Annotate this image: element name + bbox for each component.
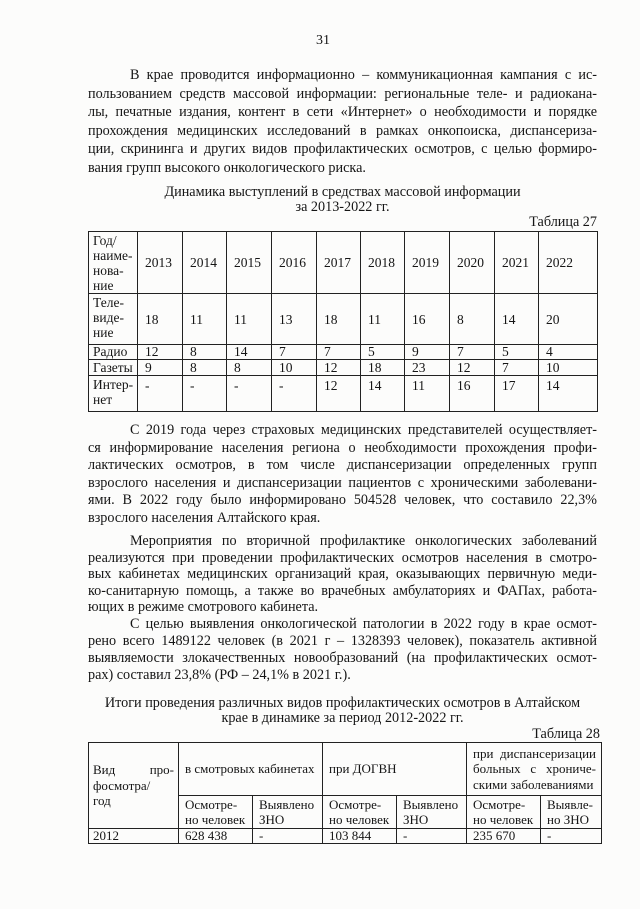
subheader-line: ЗНО (259, 812, 285, 827)
corner-header (89, 232, 138, 294)
table-cell: 11 (405, 376, 450, 412)
row-label (89, 360, 138, 376)
subheader-line: Осмотре- (329, 796, 382, 812)
table-cell: 235 670 (467, 829, 541, 844)
row-label (89, 345, 138, 360)
group-header-line: при диспансеризации (473, 745, 597, 761)
paragraph-insurance-informing (88, 422, 597, 527)
paragraph-line: вых кабинетах медицинских организаций края, оказывающих первичную меди- (88, 566, 597, 582)
table-cell: 18 (138, 294, 183, 345)
table-cell: 12 (450, 360, 495, 376)
row-label (89, 376, 138, 412)
year-header: 2022 (539, 232, 598, 294)
table-cell: 12 (317, 376, 361, 412)
subheader-line: но человек (329, 812, 390, 827)
table-27-title (88, 185, 597, 215)
table-cell: - (541, 829, 602, 844)
subheader-line: но человек (185, 812, 246, 827)
paragraph-line: ко-санитарную помощь, а также во врачебных амбулаториях и ФАПах, работа- (88, 582, 597, 599)
paragraph-line: взрослого населения Алтайского края. (88, 509, 321, 526)
table-title-line: крае в динамике за период 2012-2022 гг. (221, 709, 464, 726)
paragraph-line: С 2019 года через страховых медицинских представителей осуществляет- (130, 422, 597, 438)
paragraph-line: Мероприятия по вторичной профилактике онкологических заболеваний (130, 533, 597, 549)
table-cell: 14 (361, 376, 405, 412)
table-cell: 16 (450, 376, 495, 412)
table-cell: 7 (317, 345, 361, 360)
table-cell: - (138, 376, 183, 412)
table-cell: 18 (317, 294, 361, 345)
paragraph-screening-results (88, 616, 597, 684)
row-label-line: Теле- (93, 295, 124, 310)
table-27-caption: Таблица 27 (529, 214, 597, 230)
table-28-caption: Таблица 28 (532, 726, 600, 742)
subheader-line: но человек (473, 812, 534, 827)
paragraph-line: С целью выявления онкологической патологии в 2022 году в крае осмот- (130, 616, 597, 632)
paragraph-line: ции, скрининга и других видов профилактических осмотров, с целью формиро- (88, 141, 597, 157)
row-label-line: ние (93, 325, 114, 340)
paragraph-line: вания групп высокого онкологического риска. (88, 159, 366, 176)
group-header-line: в смотровых кабинетах (185, 761, 315, 777)
paragraph-line: взрослого населения и диспансеризации пациентов с хроническими заболевани- (88, 474, 597, 491)
paragraph-line: пользованием средств массовой информации: региональные теле- и радиокана- (88, 85, 597, 102)
subheader-cell (397, 796, 467, 829)
table-cell: 12 (317, 360, 361, 376)
table-cell: 7 (272, 345, 317, 360)
table-cell: 12 (138, 345, 183, 360)
group-header-line: больных с хрониче- (473, 761, 597, 777)
corner-header-line: фосмотра/ (93, 777, 151, 793)
table-cell: 14 (227, 345, 272, 360)
table-cell: 18 (361, 360, 405, 376)
year-header: 2019 (405, 232, 450, 294)
paragraph-line: ся информирование населения региона о необходимости прохождения профи- (88, 439, 597, 456)
row-label-line: Интер- (93, 377, 134, 392)
group-header (323, 743, 467, 796)
table-cell: 103 844 (323, 829, 397, 844)
group-header-line: при ДОГВН (329, 761, 397, 777)
table-cell: 20 (539, 294, 598, 345)
table-row (89, 294, 598, 345)
corner-header-line: Год/ (93, 233, 117, 248)
year-header: 2014 (183, 232, 227, 294)
subheader-line: Выявле- (547, 796, 593, 812)
table-28-title (88, 696, 597, 725)
table-header-row (89, 743, 602, 796)
year-header: 2018 (361, 232, 405, 294)
table-row (89, 345, 598, 360)
paragraph-line: рено всего 1489122 человек (в 2021 г – 1328393 человек), показатель активной (88, 633, 597, 649)
table-cell: 13 (272, 294, 317, 345)
table-cell: - (227, 376, 272, 412)
subheader-cell (541, 796, 602, 829)
table-cell: 7 (450, 345, 495, 360)
page-number: 31 (316, 33, 330, 48)
paragraph-media-campaign (88, 66, 597, 177)
table-cell: 8 (183, 360, 227, 376)
paragraph-line: реализуются при проведении профилактических осмотров населения в смотро- (88, 549, 597, 566)
table-cell: 5 (361, 345, 405, 360)
subheader-cell (323, 796, 397, 829)
corner-header-line: ние (93, 278, 114, 293)
paragraph-line: ями. В 2022 году было информировано 504528 человек, что составило 22,3% (88, 492, 597, 508)
paragraph-line: В крае проводится информационно – коммуникационная кампания с ис- (130, 67, 597, 83)
table-cell: 23 (405, 360, 450, 376)
table-cell: 628 438 (179, 829, 253, 844)
year-header: 2021 (495, 232, 539, 294)
corner-header-line: год (93, 793, 111, 809)
table-row (89, 360, 598, 376)
table-cell: 8 (183, 345, 227, 360)
subheader-cell (253, 796, 323, 829)
paragraph-line: выявляемости злокачественных новообразований (на профилактических осмот- (88, 650, 597, 666)
row-label-line: нет (93, 392, 113, 407)
row-label-line: Радио (93, 344, 128, 359)
corner-header-line: Вид про- (93, 762, 174, 778)
table-cell: - (253, 829, 323, 844)
row-label-line: виде- (93, 310, 124, 325)
year-header: 2015 (227, 232, 272, 294)
table-cell: 7 (495, 360, 539, 376)
paragraph-line: прохождения медицинских исследований в рамках онкопоиска, диспансериза- (88, 122, 597, 139)
year-header: 2013 (138, 232, 183, 294)
table-row (89, 376, 598, 412)
table-row (89, 829, 602, 844)
table-title-line: Итоги проведения различных видов профилактических осмотров в Алтайском (104, 695, 581, 711)
table-cell: 5 (495, 345, 539, 360)
corner-header-line: нова- (93, 263, 124, 278)
table-cell: 9 (405, 345, 450, 360)
subheader-line: ЗНО (403, 812, 429, 827)
group-header-line: скими заболеваниями (473, 776, 594, 792)
table-cell: - (397, 829, 467, 844)
table-cell: 10 (539, 360, 598, 376)
table-cell: - (272, 376, 317, 412)
paragraph-line: лактических осмотров, в том числе диспансеризации определенных групп (88, 457, 597, 473)
row-label (89, 294, 138, 345)
group-header (179, 743, 323, 796)
table-cell: 14 (495, 294, 539, 345)
subheader-line: Выявлено (259, 796, 315, 812)
subheader-line: но ЗНО (547, 812, 590, 827)
year-header: 2017 (317, 232, 361, 294)
table-cell: 16 (405, 294, 450, 345)
paragraph-line: рах) составил 23,8% (РФ – 24,1% в 2021 г.). (88, 667, 351, 683)
paragraph-line: лы, печатные издания, контент в сети «Интернет» о необходимости и порядке (88, 104, 597, 120)
table-cell: 11 (183, 294, 227, 345)
corner-header (89, 743, 179, 829)
paragraph-secondary-prevention (88, 533, 597, 616)
table-27 (88, 231, 598, 412)
row-label: 2012 (89, 829, 179, 844)
table-cell: 17 (495, 376, 539, 412)
row-label-line: Газеты (93, 359, 133, 375)
subheader-cell (467, 796, 541, 829)
table-title-line: Динамика выступлений в средствах массовой информации (164, 184, 521, 200)
subheader-line: Осмотре- (473, 796, 526, 812)
table-cell: 4 (539, 345, 598, 360)
corner-header-line: наиме- (93, 248, 133, 263)
year-header: 2020 (450, 232, 495, 294)
subheader-line: Выявлено (403, 796, 459, 812)
table-cell: 10 (272, 360, 317, 376)
paragraph-line: ющих в режиме смотрового кабинета. (88, 599, 319, 615)
subheader-line: Осмотре- (185, 796, 238, 812)
table-cell: 11 (227, 294, 272, 345)
table-cell: - (183, 376, 227, 412)
table-title-line: за 2013-2022 гг. (295, 199, 390, 215)
table-cell: 14 (539, 376, 598, 412)
group-header (467, 743, 602, 796)
table-28 (88, 742, 602, 844)
table-cell: 9 (138, 360, 183, 376)
subheader-cell (179, 796, 253, 829)
table-cell: 8 (450, 294, 495, 345)
table-header-row (89, 232, 598, 294)
year-header: 2016 (272, 232, 317, 294)
table-cell: 8 (227, 360, 272, 376)
table-cell: 11 (361, 294, 405, 345)
